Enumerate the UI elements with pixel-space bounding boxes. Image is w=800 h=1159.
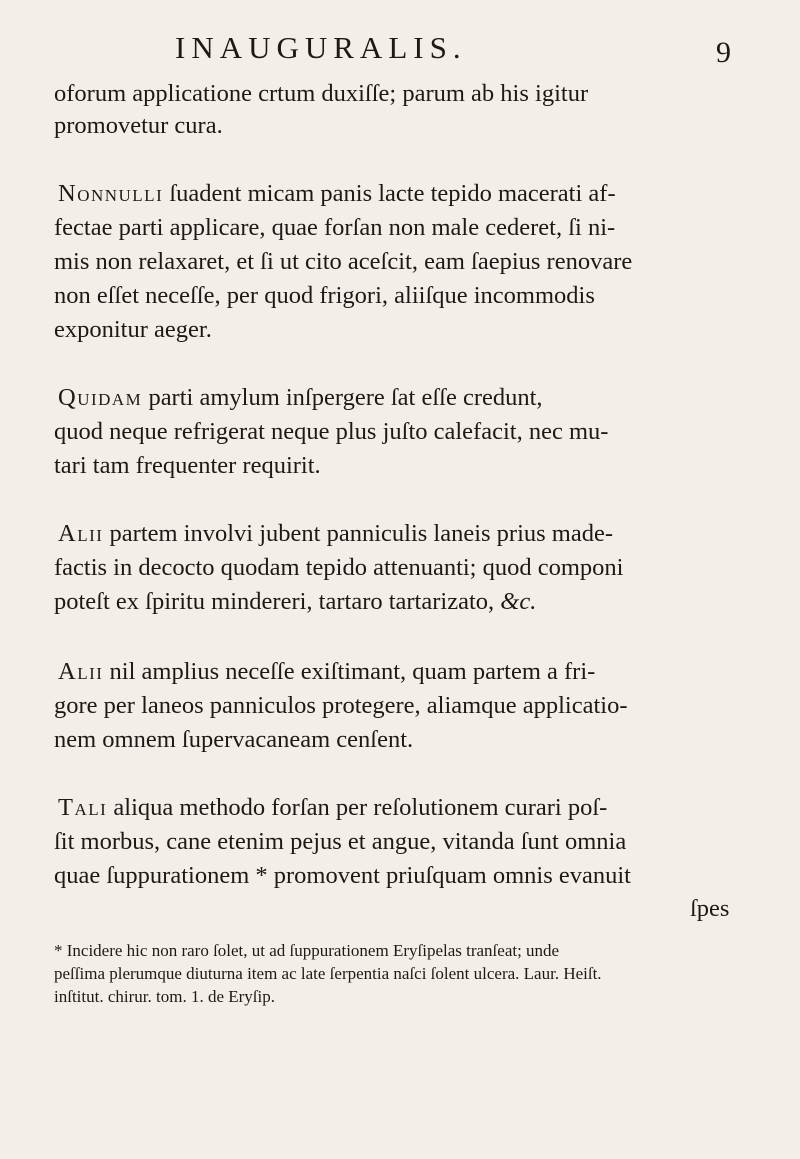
text-line: ſit morbus, cane etenim pejus et angue, vitanda ſunt omnia — [54, 828, 627, 855]
text-line: quod neque refrigerat neque plus juſto calefacit, nec mu- — [54, 418, 609, 445]
text-line: fectae parti applicare, quae forſan non male cederet, ſi ni- — [54, 214, 616, 241]
text-fragment: nil amplius neceſſe exiſtimant, quam partem a fri- — [103, 658, 596, 685]
text-line — [58, 383, 758, 413]
footnote-line: inſtitut. chirur. tom. 1. de Eryſip. — [54, 987, 275, 1006]
text-line: promovetur cura. — [54, 112, 223, 139]
paragraph-initial-word: Alii — [58, 520, 104, 547]
paragraph-initial-word: Tali — [58, 794, 108, 821]
text-line: quae ſuppurationem * promovent priuſquam omnis evanuit — [54, 862, 631, 889]
running-head: INAUGURALIS. — [175, 30, 467, 65]
catchword: ſpes — [690, 895, 730, 922]
text-line — [58, 793, 758, 823]
text-line — [58, 657, 758, 687]
text-line: tari tam frequenter requirit. — [54, 452, 321, 479]
footnote-line: peſſima plerumque diuturna item ac late ſerpentia naſci ſolent ulcera. Laur. Heiſt. — [54, 964, 602, 983]
text-fragment: poteſt ex ſpiritu mindereri, tartaro tartarizato, — [54, 588, 501, 615]
text-line: oforum applicatione crtum duxiſſe; parum ab his igitur — [54, 80, 589, 107]
text-fragment: partem involvi jubent panniculis laneis prius made- — [103, 520, 614, 547]
text-line — [58, 519, 758, 549]
page-number: 9 — [716, 36, 731, 69]
text-line: mis non relaxaret, et ſi ut cito aceſcit, eam ſaepius renovare — [54, 248, 633, 275]
text-line — [54, 587, 754, 617]
text-line: factis in decocto quodam tepido attenuanti; quod componi — [54, 554, 624, 581]
footnote-line: * Incidere hic non raro ſolet, ut ad ſuppurationem Eryſipelas tranſeat; unde — [54, 941, 560, 960]
paragraph-initial-word: Alii — [58, 658, 104, 685]
text-line: gore per laneos panniculos protegere, aliamque applicatio- — [54, 692, 628, 719]
text-line: exponitur aeger. — [54, 316, 212, 343]
etc-abbreviation: &c. — [500, 588, 537, 615]
text-line: nem omnem ſupervacaneam cenſent. — [54, 726, 414, 753]
text-fragment: ſuadent micam panis lacte tepido macerati af- — [163, 180, 616, 207]
paragraph-initial-word: Quidam — [58, 384, 143, 411]
text-fragment: parti amylum inſpergere ſat eſſe credunt, — [142, 384, 543, 411]
paragraph-initial-word: Nonnulli — [58, 180, 164, 207]
text-line: non eſſet neceſſe, per quod frigori, aliiſque incommodis — [54, 282, 595, 309]
text-fragment: aliqua methodo forſan per reſolutionem curari poſ- — [107, 794, 608, 821]
text-line — [58, 179, 758, 209]
